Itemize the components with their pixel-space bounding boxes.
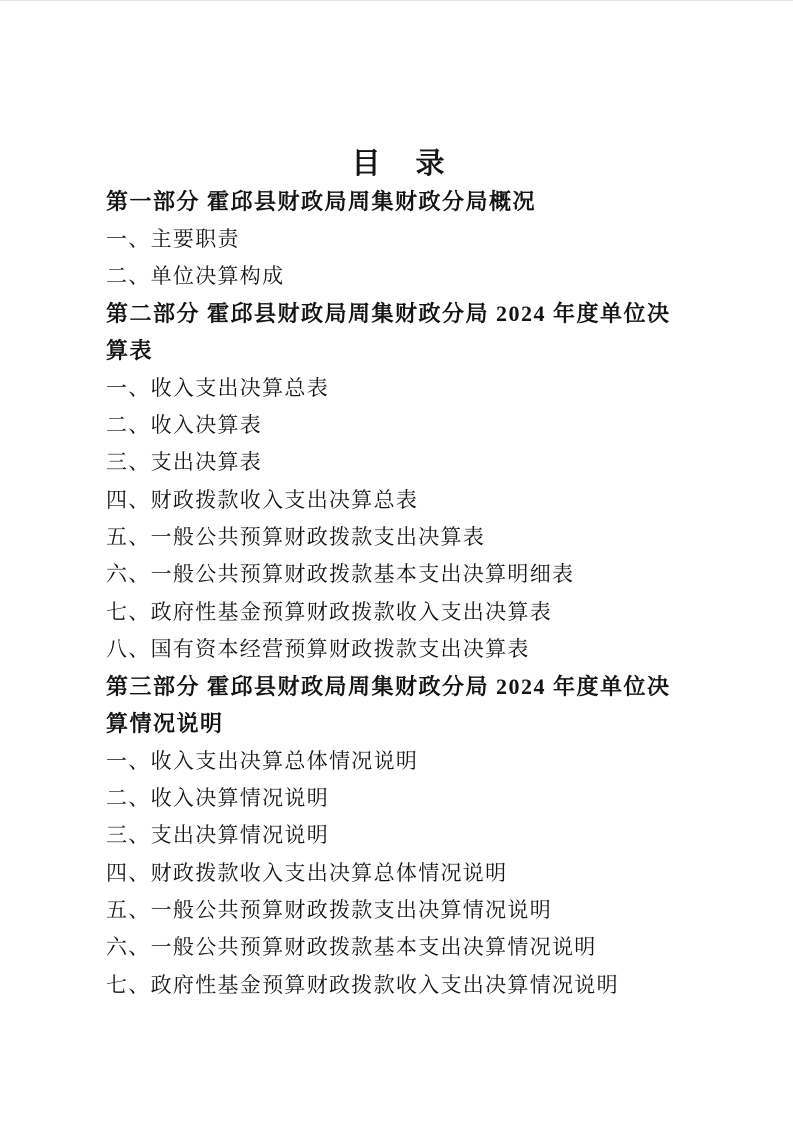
part2-heading-line2: 算表 (106, 338, 154, 364)
toc-item-part3-4: 四、财政拨款收入支出决算总体情况说明 (106, 860, 508, 885)
toc-item-part1-2: 二、单位决算构成 (106, 263, 285, 288)
part2-heading-line1: 第二部分 霍邱县财政局周集财政分局 2024 年度单位决 (106, 301, 671, 327)
toc-item-part2-3: 三、支出决算表 (106, 450, 263, 475)
toc-content (0, 1, 793, 1004)
toc-item-part3-6: 六、一般公共预算财政拨款基本支出决算情况说明 (106, 935, 597, 960)
toc-item-part3-3: 三、支出决算情况说明 (106, 823, 329, 848)
part1-heading: 第一部分 霍邱县财政局周集财政分局概况 (106, 189, 537, 215)
part3-heading-line1: 第三部分 霍邱县财政局周集财政分局 2024 年度单位决 (106, 674, 671, 700)
part3-heading-line2: 算情况说明 (106, 711, 224, 737)
toc-item-part2-2: 二、收入决算表 (106, 413, 263, 438)
toc-item-part1-1: 一、主要职责 (106, 226, 240, 251)
toc-item-part2-8: 八、国有资本经营预算财政拨款支出决算表 (106, 636, 530, 661)
toc-item-part3-2: 二、收入决算情况说明 (106, 786, 329, 811)
toc-item-part2-5: 五、一般公共预算财政拨款支出决算表 (106, 524, 486, 549)
toc-item-part2-6: 六、一般公共预算财政拨款基本支出决算明细表 (106, 562, 575, 587)
toc-item-part3-5: 五、一般公共预算财政拨款支出决算情况说明 (106, 897, 552, 922)
toc-item-part3-7: 七、政府性基金预算财政拨款收入支出决算情况说明 (106, 972, 619, 997)
toc-item-part2-7: 七、政府性基金预算财政拨款收入支出决算表 (106, 599, 552, 624)
toc-item-part2-4: 四、财政拨款收入支出决算总表 (106, 487, 419, 512)
page-title: 目 录 (351, 148, 448, 180)
toc-item-part3-1: 一、收入支出决算总体情况说明 (106, 748, 419, 773)
toc-item-part2-1: 一、收入支出决算总表 (106, 375, 329, 400)
